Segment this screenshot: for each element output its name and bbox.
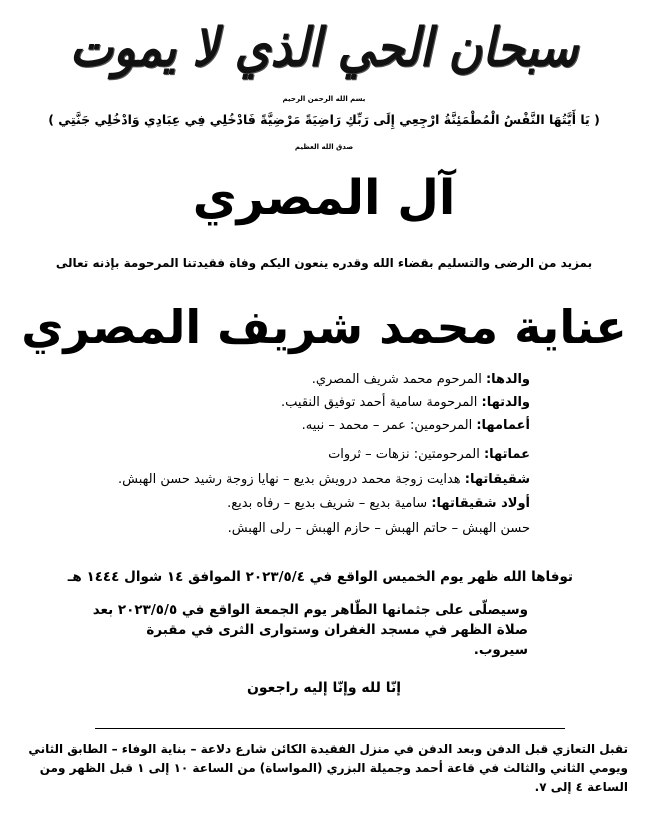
relative-row	[281, 395, 530, 410]
divider-line	[95, 728, 565, 729]
relative-row	[312, 372, 530, 387]
relative-label: والدتها:	[481, 395, 530, 410]
calligraphy-text: سبحان الحي الذي لا يموت	[69, 15, 579, 79]
relative-label: والدها:	[485, 372, 530, 387]
quran-verse: ( يَا أَيَّتُهَا النَّفْسُ الْمُطْمَئِنَّةُ ارْجِعِي إِلَى رَبِّكِ رَاضِيَةً مَرْضِيَّةً فَادْخُلِي فِي عِبَادِي وَادْخُلِي جَنَّتِي )	[48, 112, 600, 127]
relative-value: المرحومتين: نزهات – ثروات	[328, 447, 484, 462]
relative-value: المرحوم محمد شريف المصري.	[311, 372, 486, 387]
relative-value: المرحومة سامية أحمد توفيق النقيب.	[281, 395, 482, 410]
relative-label: أعمامها:	[476, 418, 530, 433]
relative-row	[228, 521, 530, 536]
death-notice: توفاها الله ظهر يوم الخميس الواقع في ٢٠٢٣/٥/٤ الموافق ١٤ شوال ١٤٤٤ هـ	[67, 569, 573, 585]
relative-row	[328, 447, 530, 462]
calligraphy-header	[0, 4, 648, 90]
prayer-notice: وسيصلّى على جثمانها الطّاهر يوم الجمعة الواقع في ٢٠٢٣/٥/٥ بعد صلاة الظهر في مسجد الغفران وستوارى الثرى في مقبرة سيروب.	[92, 602, 528, 658]
relative-value: المرحومين: عمر – محمد – نبيه.	[301, 418, 477, 433]
relative-value: هدايت زوجة محمد درويش بديع – نهايا زوجة رشيد حسن الهبش.	[118, 472, 465, 487]
sadaq-line: صدق الله العظيم	[294, 143, 354, 151]
relative-label: أولاد شقيقاتها:	[431, 496, 530, 511]
return-phrase: إنّا لله وإنّا إليه راجعون	[246, 680, 402, 696]
relative-row	[227, 496, 530, 511]
condolences-notice: تقبل التعازي قبل الدفن وبعد الدفن في منزل الفقيدة الكائن شارع دلاعة – بناية الوفاء – الطابق الثاني ويومي الثاني والثالث في قاعة أحمد وجميلة البزري (المواساة) من الساعة ١٠ إلى ١ قبل الظهر ومن الساعة ٤ إلى ٧.	[28, 742, 628, 794]
relative-row	[118, 472, 530, 487]
basmala: بسم الله الرحمن الرحيم	[282, 95, 366, 103]
relative-label: عماتها:	[483, 447, 530, 462]
intro-line: بمزيد من الرضى والتسليم بقضاء الله وقدره ينعون اليكم وفاة فقيدتنا المرحومة بإذنه تعالى	[55, 256, 593, 270]
relative-row	[302, 418, 530, 433]
relative-value: سامية بديع – شريف بديع – رفاه بديع.	[227, 496, 432, 511]
deceased-name: عناية محمد شريف المصري	[21, 300, 627, 354]
relative-value: حسن الهبش – حاتم الهبش – حازم الهبش – رلى الهبش.	[227, 521, 530, 536]
family-name-title: آل المصري	[192, 170, 456, 226]
relative-label: شقيقاتها:	[464, 472, 530, 487]
